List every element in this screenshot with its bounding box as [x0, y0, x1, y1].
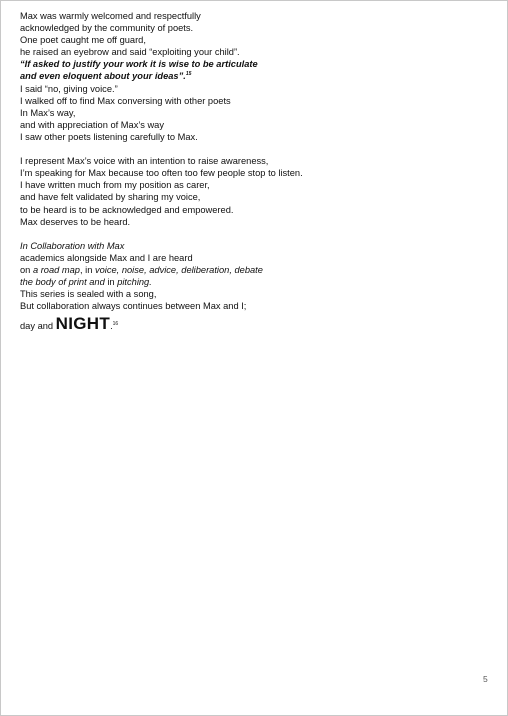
- poem-text: [20, 10, 490, 334]
- text-line: I walked off to find Max conversing with other poets: [20, 95, 231, 106]
- text-line: Max deserves to be heard.: [20, 216, 131, 227]
- text-line: Max was warmly welcomed and respectfully: [20, 11, 201, 21]
- text-line: I saw other poets listening carefully to Max.: [20, 131, 198, 142]
- final-line: day and NIGHT.$^{16}$: [20, 314, 119, 334]
- text-line: But collaboration always continues between Max and I;: [20, 301, 247, 312]
- text-line: I have written much from my position as carer,: [20, 180, 210, 191]
- text-line: the body of print and in pitching.: [20, 277, 152, 288]
- text-line: I’m speaking for Max because too often too few people stop to listen.: [20, 168, 303, 179]
- text-line: academics alongside Max and I are heard: [20, 252, 193, 263]
- stanza-break: [20, 143, 490, 155]
- text-line: he raised an eyebrow and said “exploiting your child”.: [20, 47, 240, 58]
- footnote-marker[interactable]: 15: [185, 71, 192, 78]
- text-line: to be heard is to be acknowledged and empowered.: [20, 204, 234, 215]
- section-title: In Collaboration with Max: [20, 240, 125, 251]
- text-line: on a road map, in voice, noise, advice, deliberation, debate: [20, 264, 263, 275]
- text-line: In Max’s way,: [20, 107, 76, 118]
- stanza-break: [20, 228, 490, 240]
- night-word: NIGHT: [55, 314, 111, 334]
- text-line: and have felt validated by sharing my voice,: [20, 192, 201, 203]
- quote-line: and even eloquent about your ideas”.$^{15}$: [20, 71, 192, 82]
- page-number: 5: [483, 674, 488, 684]
- text-line: This series is sealed with a song,: [20, 289, 157, 300]
- text-line: acknowledged by the community of poets.: [20, 23, 194, 34]
- text-line: One poet caught me off guard,: [20, 35, 146, 46]
- footnote-marker[interactable]: 16: [112, 321, 119, 328]
- text-line: I said “no, giving voice.”: [20, 83, 118, 94]
- text-line: and with appreciation of Max’s way: [20, 119, 165, 130]
- quote-line: “If asked to justify your work it is wise to be articulate: [20, 59, 258, 70]
- text-line: I represent Max’s voice with an intention to raise awareness,: [20, 156, 269, 167]
